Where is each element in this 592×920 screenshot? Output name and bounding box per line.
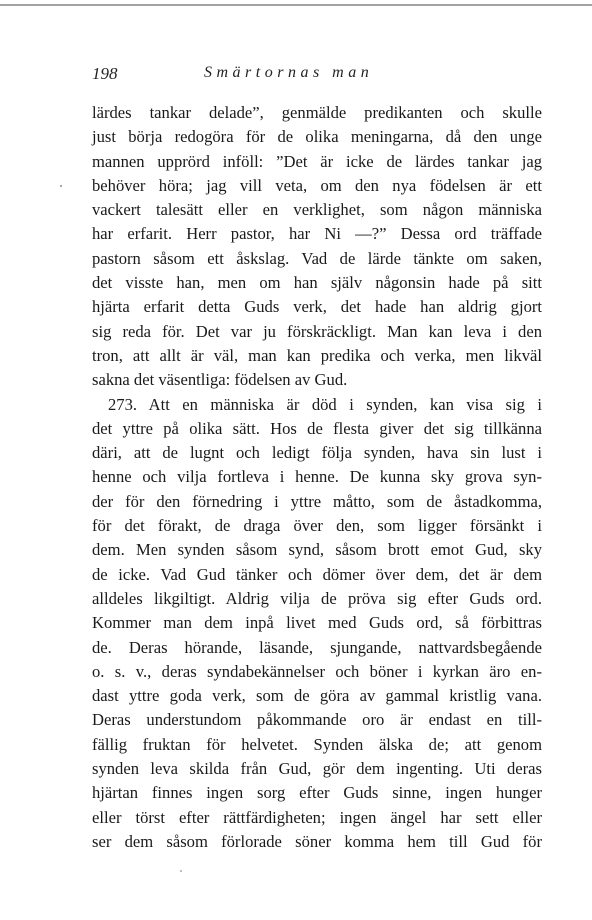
- text-line: Deras understundom påkommande oro är endast en till-: [92, 710, 542, 730]
- text-line: synden leva skilda från Gud, gör dem ingenting. Uti deras: [92, 759, 542, 779]
- text-line: der för den förnedring i yttre måtto, som de åstadkomma,: [92, 491, 542, 511]
- text-line: tron, att allt är väl, man kan predika och verka, men likväl: [92, 345, 542, 365]
- text-line: de icke. Vad Gud tänker och dömer över dem, det är dem: [92, 564, 542, 584]
- text-line: Kommer man dem inpå livet med Guds ord, så förbittras: [92, 613, 542, 633]
- text-line: fällig fruktan för helvetet. Synden älska de; att genom: [92, 734, 542, 754]
- text-line: däri, att de lugnt och ledigt följa synden, hava sin lust i: [92, 443, 542, 463]
- text-line: mannen upprörd inföll: ”Det är icke de lärdes tankar jag: [92, 151, 542, 171]
- margin-dot: [60, 185, 62, 187]
- text-line: o. s. v., deras syndabekännelser och böner i kyrkan äro en-: [92, 661, 542, 681]
- running-title: Smärtornas man: [204, 64, 374, 81]
- text-line: eller törst efter rättfärdigheten; ingen ängel har sett eller: [92, 807, 542, 827]
- text-line: behöver höra; jag vill veta, om den nya födelsen är ett: [92, 175, 542, 195]
- text-line: lärdes tankar delade”, genmälde predikanten och skulle: [92, 103, 542, 122]
- text-line: har erfarit. Herr pastor, har Ni —?” Dessa ord träffade: [92, 224, 542, 244]
- body-text: [92, 101, 542, 854]
- text-line: de. Deras hörande, läsande, sjungande, nattvardsbegående: [92, 637, 542, 657]
- text-line: just börja redogöra för de olika meningarna, då den unge: [92, 127, 542, 147]
- text-line: hjärta erfarit detta Guds verk, det hade han aldrig gjort: [92, 297, 542, 317]
- text-line: pastorn såsom ett åskslag. Vad de lärde tänkte om saken,: [92, 248, 542, 268]
- top-edge-rule: [0, 4, 592, 6]
- bottom-dot: [180, 870, 182, 872]
- text-line-paragraph-end: sakna det väsentliga: födelsen av Gud.: [92, 370, 348, 390]
- text-line-section-start: 273. Att en människa är död i synden, kan visa sig i: [108, 394, 542, 414]
- text-line: dem. Men synden såsom synd, såsom brott emot Gud, sky: [92, 540, 542, 560]
- text-line: ser dem såsom förlorade söner komma hem till Gud för: [92, 831, 542, 851]
- text-line: henne och vilja fortleva i henne. De kunna sky grova syn-: [92, 467, 542, 487]
- text-line: alldeles likgiltigt. Aldrig vilja de pröva sig efter Guds ord.: [92, 588, 542, 608]
- text-line: sig reda för. Det var ju förskräckligt. Man kan leva i den: [92, 321, 542, 341]
- text-line: det visste han, men om han själv någonsin hade på sitt: [92, 273, 542, 293]
- page-header: [92, 64, 542, 86]
- text-line: för det förakt, de draga över den, som ligger försänkt i: [92, 516, 542, 536]
- text-line: dast yttre goda verk, som de göra av gammal kristlig vana.: [92, 686, 542, 706]
- page-number: 198: [92, 64, 118, 83]
- text-line: det yttre på olika sätt. Hos de flesta giver det sig tillkänna: [92, 418, 542, 438]
- text-line: hjärtan finnes ingen sorg efter Guds sinne, ingen hunger: [92, 783, 542, 803]
- text-line: vackert talesätt eller en verklighet, som någon människa: [92, 200, 542, 220]
